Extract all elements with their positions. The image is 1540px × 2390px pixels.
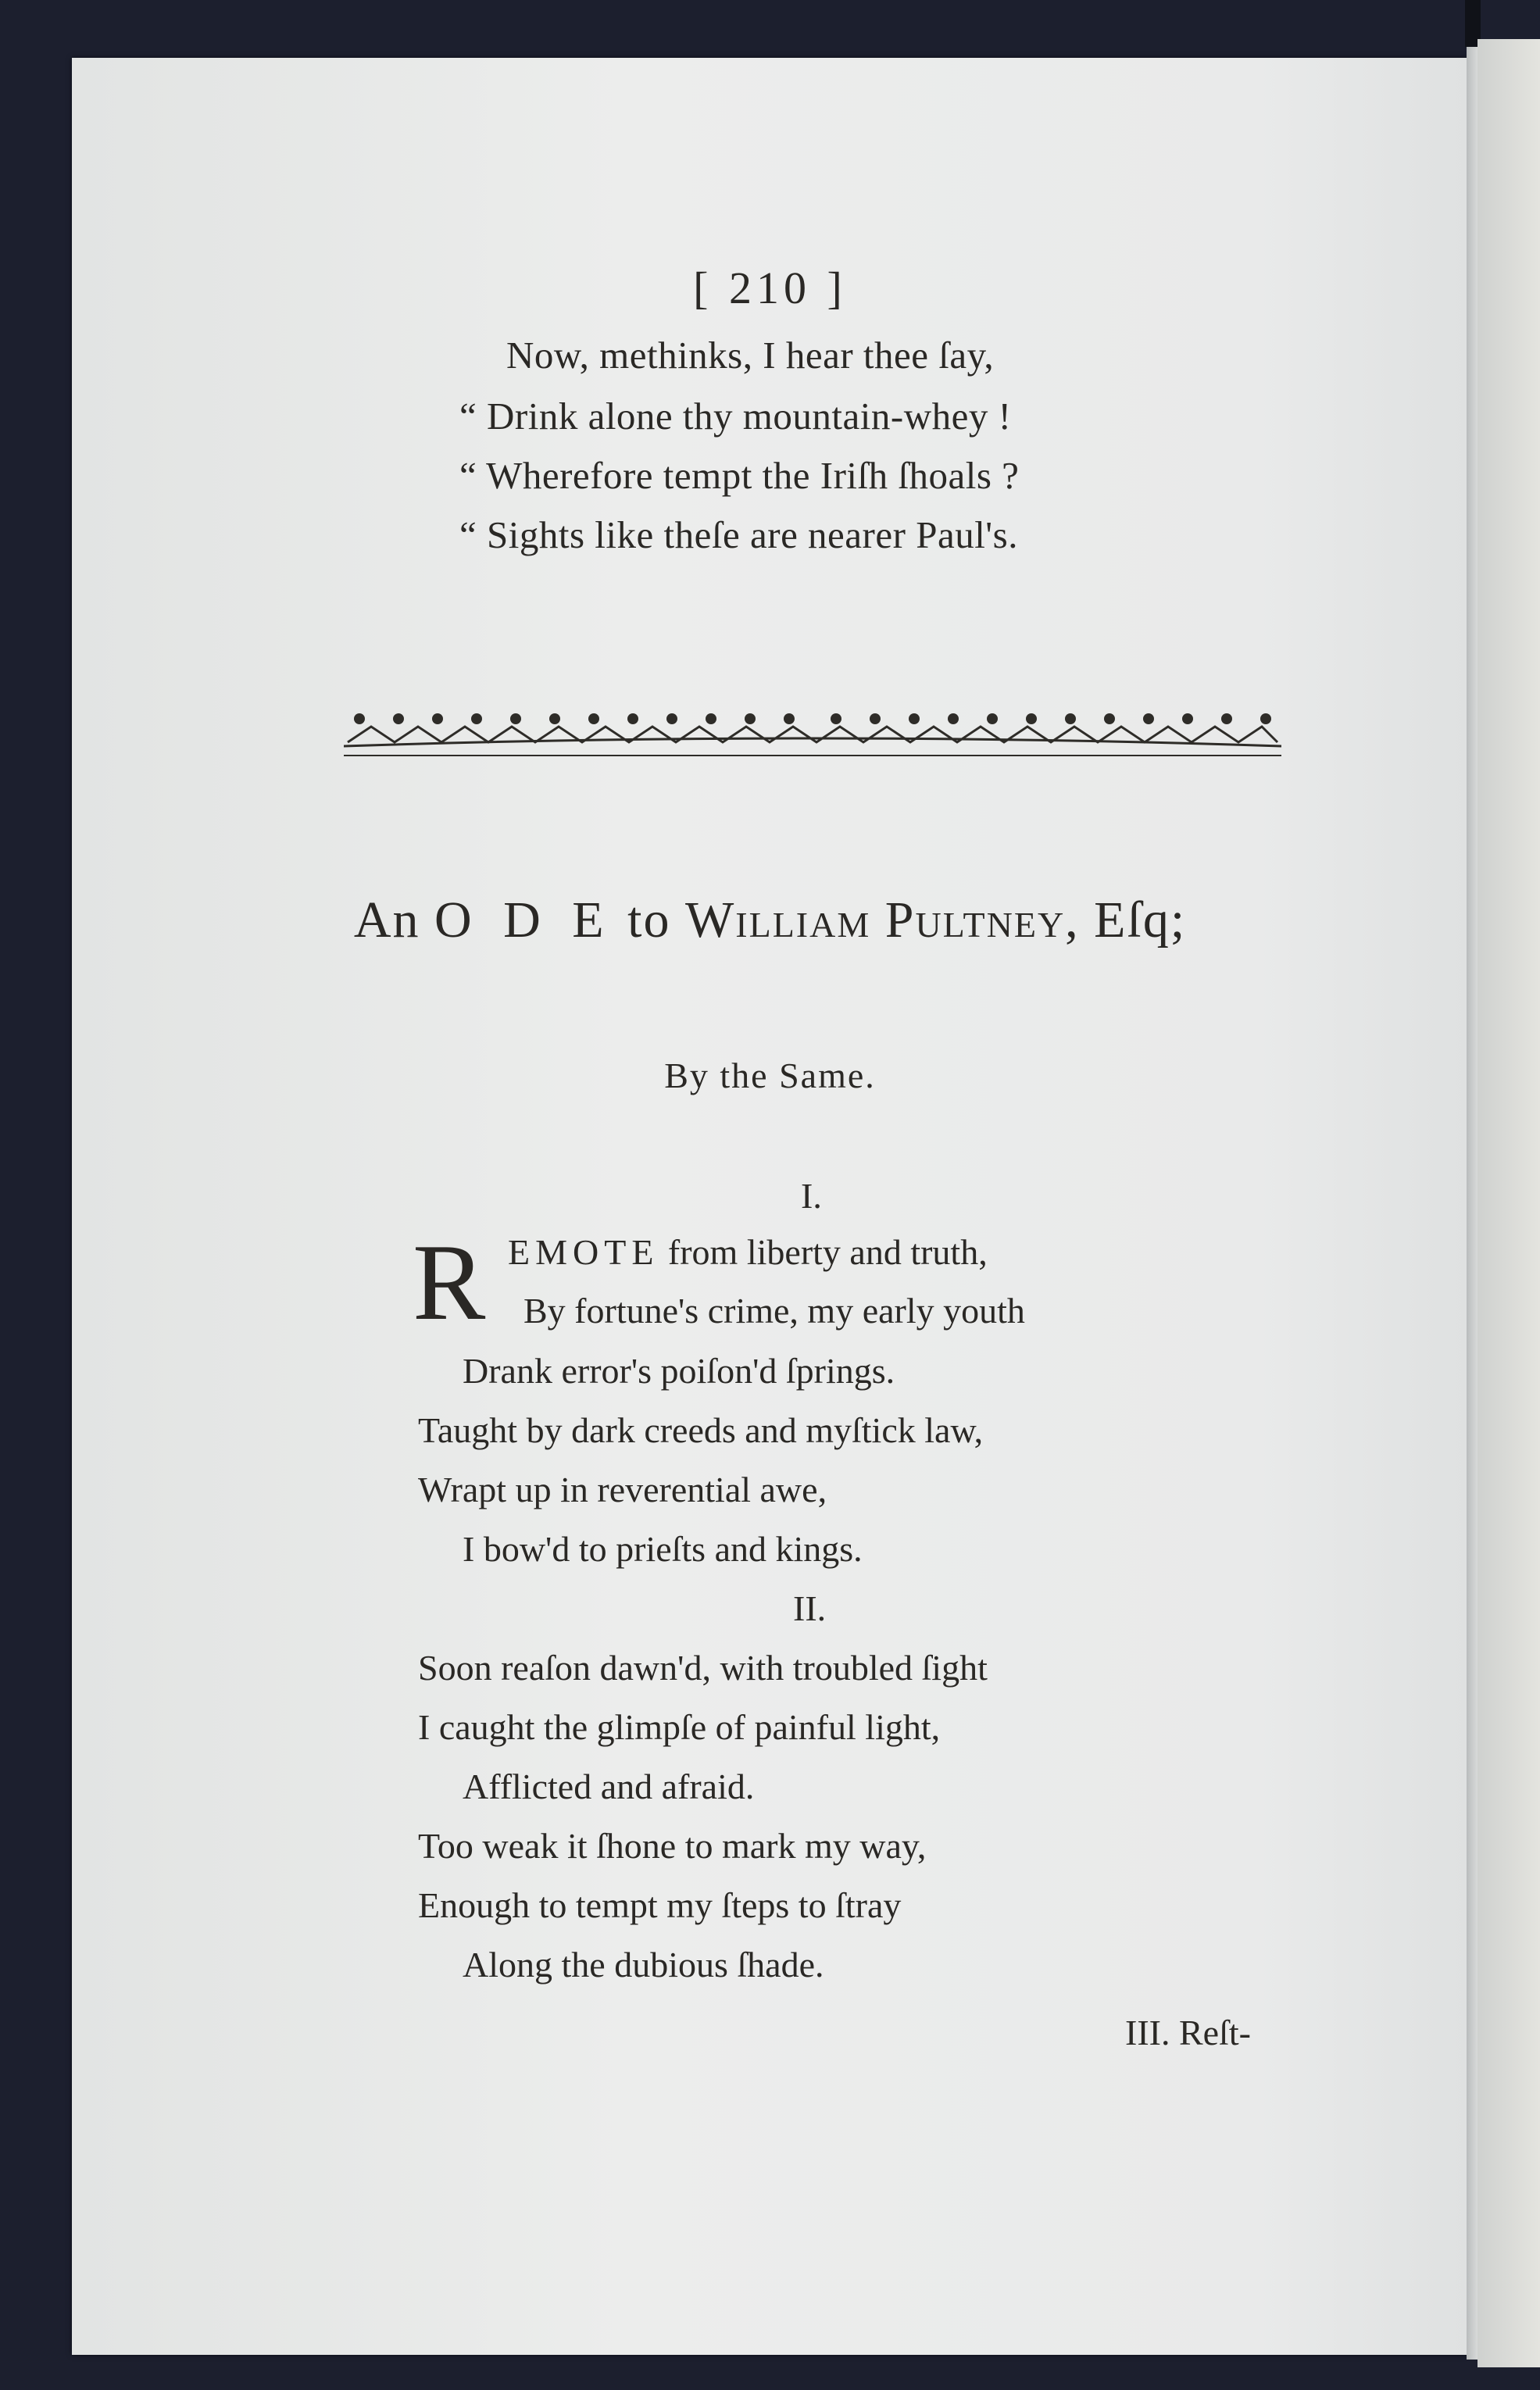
title-part: , Eſq;: [1065, 891, 1187, 948]
verse-line: “ Sights like theſe are nearer Paul's.: [459, 513, 1018, 556]
title-part: An: [353, 891, 434, 948]
drop-capital: R: [413, 1222, 486, 1343]
verse-line: I bow'd to prieſts and kings.: [463, 1529, 863, 1569]
facing-page-edge: [1477, 39, 1540, 2367]
verse-line: [508, 1234, 988, 1270]
title-name: William Pultney: [684, 891, 1066, 948]
verse-line: Now, methinks, I hear thee ſay,: [506, 334, 995, 377]
verse-line: Too weak it ſhone to mark my way,: [418, 1826, 927, 1866]
catchword: III. Reſt-: [1125, 2013, 1251, 2052]
verse-line: Enough to tempt my ſteps to ſtray: [418, 1885, 902, 1925]
verse-line: By fortune's crime, my early youth: [523, 1291, 1025, 1331]
poem-title: [0, 891, 1540, 950]
verse-line: Wrapt up in reverential awe,: [418, 1470, 827, 1509]
stanza-number: I.: [801, 1176, 822, 1216]
verse-caps: EMOTE: [508, 1232, 659, 1272]
verse-line: “ Wherefore tempt the Iriſh ſhoals ?: [459, 454, 1020, 497]
verse-line: Drank error's poiſon'd ſprings.: [463, 1351, 895, 1391]
title-part: to: [613, 891, 685, 948]
byline: By the Same.: [664, 1056, 876, 1095]
page-gutter: [1467, 47, 1477, 2360]
verse-line: Along the dubious ſhade.: [463, 1945, 824, 1985]
verse-line: I caught the glimpſe of painful light,: [418, 1707, 941, 1747]
verse-text: from liberty and truth,: [659, 1232, 988, 1272]
title-ode: O D E: [434, 891, 613, 948]
stanza-number: II.: [793, 1588, 827, 1628]
verse-line: Taught by dark creeds and myſtick law,: [418, 1410, 984, 1450]
verse-line: “ Drink alone thy mountain-whey !: [459, 395, 1012, 438]
ornamental-divider: [344, 699, 1281, 762]
verse-line: Soon reaſon dawn'd, with troubled ſight: [418, 1648, 988, 1688]
page-number: [ 210 ]: [693, 263, 847, 313]
verse-line: Afflicted and afraid.: [463, 1767, 755, 1806]
